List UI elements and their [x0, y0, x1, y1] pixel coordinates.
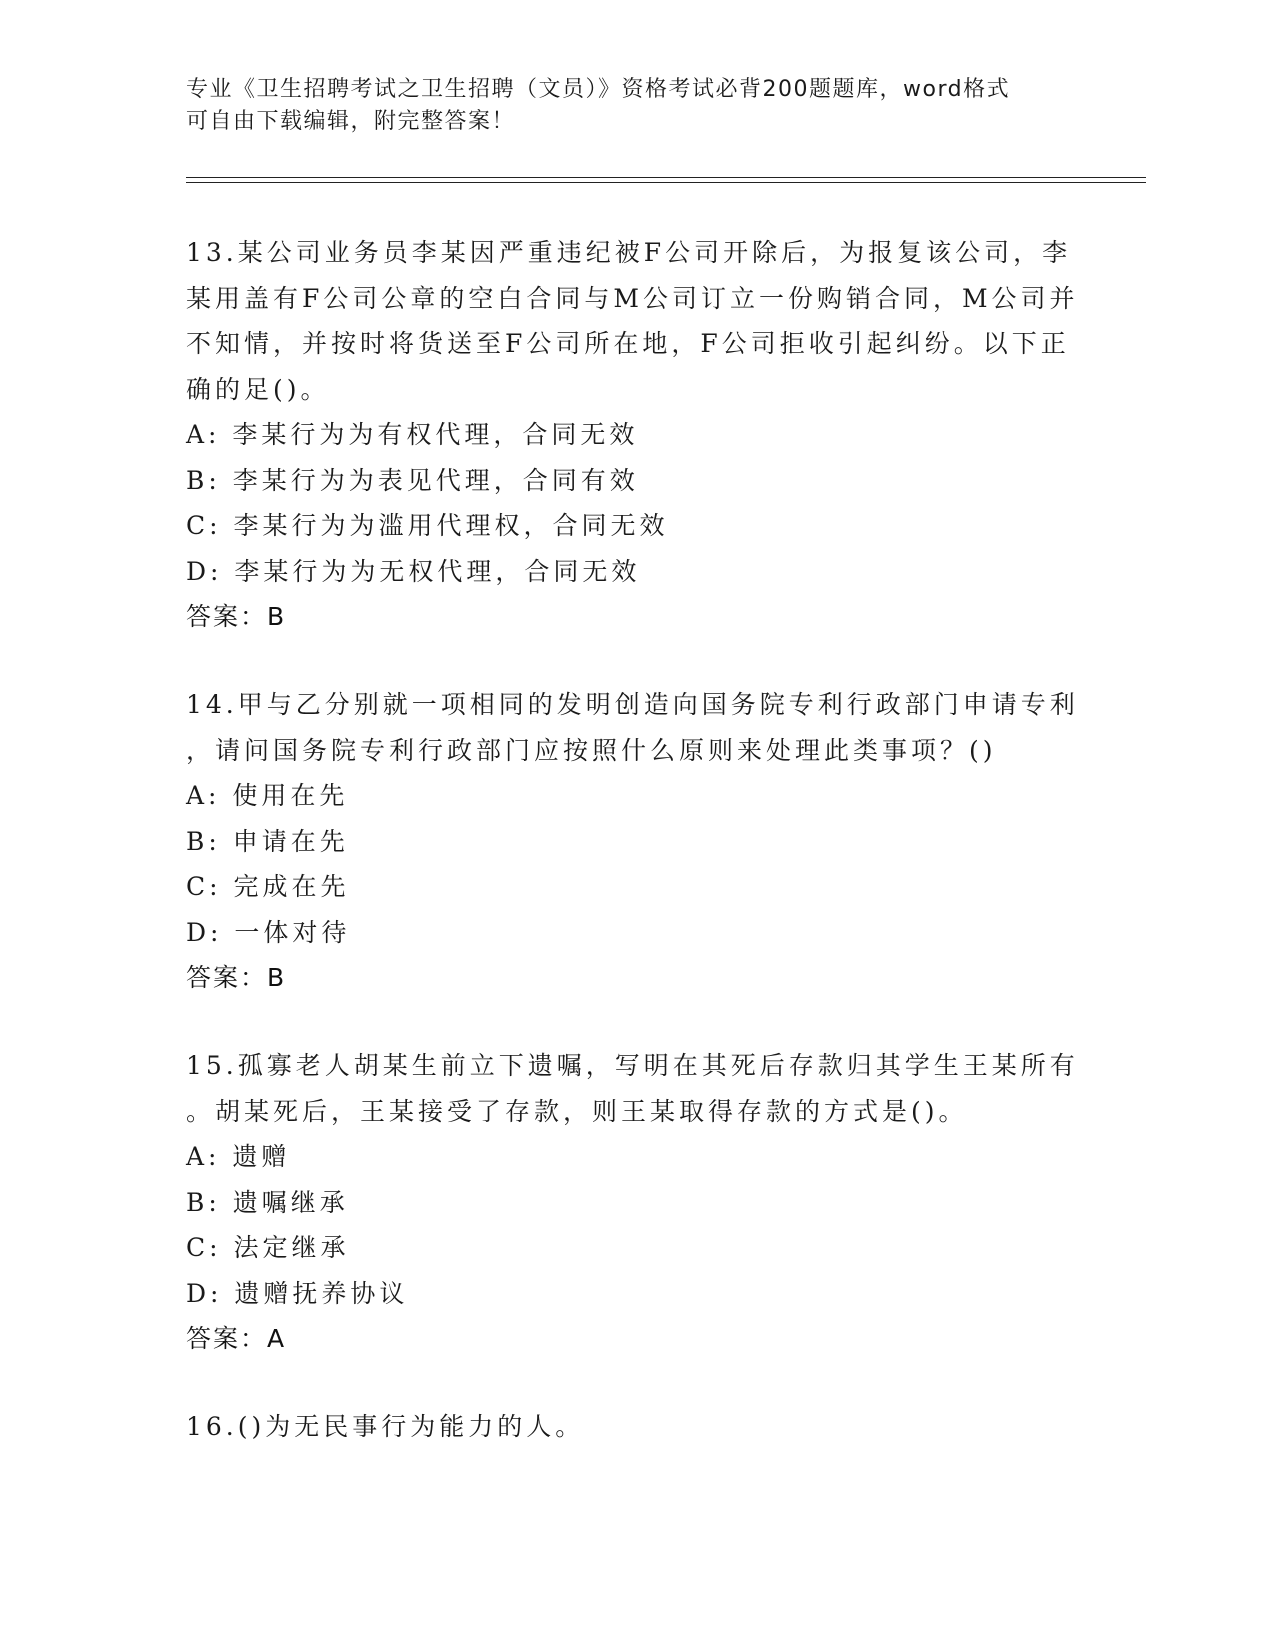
header-line-2: 可自由下载编辑，附完整答案！	[186, 109, 516, 134]
question-stem	[186, 230, 1086, 412]
option-c: C: 完成在先	[186, 872, 350, 901]
header-divider-bottom	[186, 182, 1146, 183]
question-14	[186, 682, 1086, 1001]
option-c: C: 法定继承	[186, 1233, 350, 1262]
option-b: B: 遗嘱继承	[186, 1187, 349, 1217]
answer: 答案：B	[186, 602, 287, 631]
question-16	[186, 1404, 1086, 1450]
option-b: B: 李某行为为表见代理，合同有效	[186, 465, 639, 495]
stem-line: 15.孤寡老人胡某生前立下遗嘱，写明在其死后存款归其学生王某所有	[186, 1051, 1079, 1080]
stem-line: 不知情，并按时将货送至F公司所在地，F公司拒收引起纠纷。以下正	[186, 329, 1070, 358]
option-c: C: 李某行为为滥用代理权，合同无效	[186, 511, 669, 540]
option-a: A: 遗赠	[186, 1142, 291, 1171]
question-list	[186, 230, 1086, 1492]
question-stem	[186, 682, 1086, 773]
question-stem	[186, 1404, 1086, 1450]
question-15	[186, 1043, 1086, 1362]
stem-line: 确的足()。	[186, 374, 330, 404]
option-a: A: 李某行为为有权代理，合同无效	[186, 420, 639, 449]
option-a: A: 使用在先	[186, 781, 349, 810]
stem-line: 某用盖有F公司公章的空白合同与M公司订立一份购销合同，M公司并	[186, 283, 1079, 313]
answer: 答案：B	[186, 963, 287, 992]
option-d: D: 一体对待	[186, 917, 351, 947]
option-b: B: 申请在先	[186, 826, 349, 856]
stem-line: 14.甲与乙分别就一项相同的发明创造向国务院专利行政部门申请专利	[186, 690, 1079, 719]
stem-line: 13.某公司业务员李某因严重违纪被F公司开除后，为报复该公司，李	[186, 238, 1072, 267]
question-13	[186, 230, 1086, 640]
header-divider-top	[186, 177, 1146, 178]
option-d: D: 遗赠抚养协议	[186, 1278, 409, 1308]
stem-line: 16.()为无民事行为能力的人。	[186, 1412, 585, 1441]
header-line-1: 专业《卫生招聘考试之卫生招聘（文员）》资格考试必背200题题库，word格式	[186, 77, 1011, 102]
question-stem	[186, 1043, 1086, 1134]
answer: 答案：A	[186, 1324, 287, 1353]
page-header	[186, 74, 1066, 138]
stem-line: 。胡某死后，王某接受了存款，则王某取得存款的方式是()。	[186, 1096, 968, 1126]
option-d: D: 李某行为为无权代理，合同无效	[186, 556, 641, 586]
stem-line: ，请问国务院专利行政部门应按照什么原则来处理此类事项？()	[186, 735, 997, 765]
